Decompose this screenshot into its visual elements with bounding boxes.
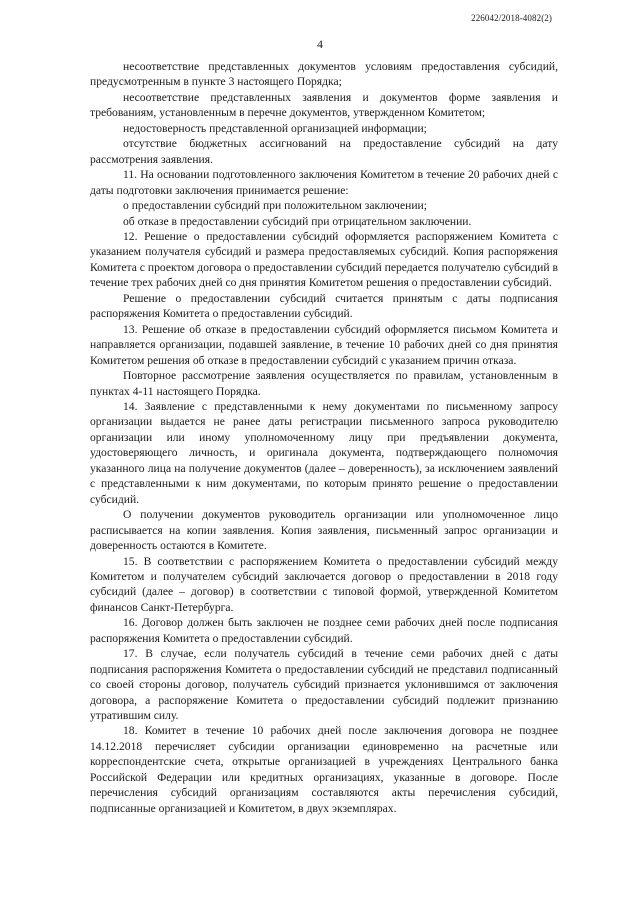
paragraph-item-15: 15. В соответствии с распоряжением Комитета о предоставлении субсидий между Комитетом и получателем субсидий заключается договор о предоставлении в 2018 году субсидий (далее – договор) в соответствии с типовой формой, утвержденной Комитетом финансов Санкт-Петербурга. <box>90 554 558 614</box>
document-registration-number: 226042/2018-4082(2) <box>471 13 552 23</box>
paragraph-item-12: 12. Решение о предоставлении субсидий оформляется распоряжением Комитета с указанием получателя субсидий и размера предоставляемых субсидий. Копия распоряжения Комитета с проектом договора о предоставлении субсидий передается получателю субсидий в течение трех рабочих дней со дня принятия Комитетом решения о предоставлении субсидий. <box>90 229 558 290</box>
paragraph: Повторное рассмотрение заявления осуществляется по правилам, установленным в пунктах 4-11 настоящего Порядка. <box>90 369 558 398</box>
paragraph: о предоставлении субсидий при положительном заключении; <box>123 199 427 213</box>
paragraph: недостоверность представленной организацией информации; <box>123 121 427 135</box>
page-number: 4 <box>317 37 323 51</box>
paragraph-item-16: 16. Договор должен быть заключен не позднее семи рабочих дней после подписания распоряжения Комитета о предоставлении субсидий. <box>90 616 558 645</box>
document-body <box>90 59 558 816</box>
paragraph-item-13: 13. Решение об отказе в предоставлении субсидий оформляется письмом Комитета и направляется организации, подавшей заявление, в течение 10 рабочих дней со дня принятия Комитетом решения об отказе в предоставлении субсидий с указанием причин отказа. <box>90 322 558 367</box>
paragraph: несоответствие представленных документов условиям предоставления субсидий, предусмотренным в пункте 3 настоящего Порядка; <box>90 60 558 89</box>
paragraph-item-18: 18. Комитет в течение 10 рабочих дней после заключения договора не позднее 14.12.2018 перечисляет субсидии организации единовременно на расчетные или корреспондентские счета, открытые организацией в учреждениях Центрального банка Российской Федерации или кредитных организациях, указанные в договоре. После перечисления субсидий организациям составляются акты перечисления субсидий, подписанные организацией и Комитетом, в двух экземплярах. <box>90 724 558 815</box>
paragraph: отсутствие бюджетных ассигнований на предоставление субсидий на дату рассмотрения заявления. <box>90 137 558 166</box>
paragraph: об отказе в предоставлении субсидий при отрицательном заключении. <box>123 214 472 228</box>
paragraph-item-11: 11. На основании подготовленного заключения Комитетом в течение 20 рабочих дней с даты подготовки заключения принимается решение: <box>90 168 558 197</box>
paragraph-item-14: 14. Заявление с представленными к нему документами по письменному запросу организации выдается не ранее даты регистрации письменного запроса руководителю организации или иному уполномоченному лицу при предъявлении документа, удостоверяющего личность, и оригинала документа, подтверждающего полномочия указанного лица на получение документов (далее – доверенность), за исключением заявлений с представленными к ним документами, по которым принято решение о предоставлении субсидий. <box>90 399 558 506</box>
paragraph: несоответствие представленных заявления и документов форме заявления и требованиям, установленным в перечне документов, утвержденном Комитетом; <box>90 90 558 120</box>
paragraph-item-17: 17. В случае, если получатель субсидий в течение семи рабочих дней с даты подписания распоряжения Комитета о предоставлении субсидий не представил подписанный со своей стороны договор, получатель субсидий признается уклонившимся от заключения договора, а распоряжение Комитета о предоставлении субсидий подлежит признанию утратившим силу. <box>90 647 558 723</box>
paragraph: Решение о предоставлении субсидий считается принятым с даты подписания распоряжения Комитета о предоставлении субсидий. <box>90 291 558 321</box>
paragraph: О получении документов руководитель организации или уполномоченное лицо расписывается на копии заявления. Копия заявления, письменный запрос организации и доверенность остаются в Комитете. <box>90 508 558 553</box>
